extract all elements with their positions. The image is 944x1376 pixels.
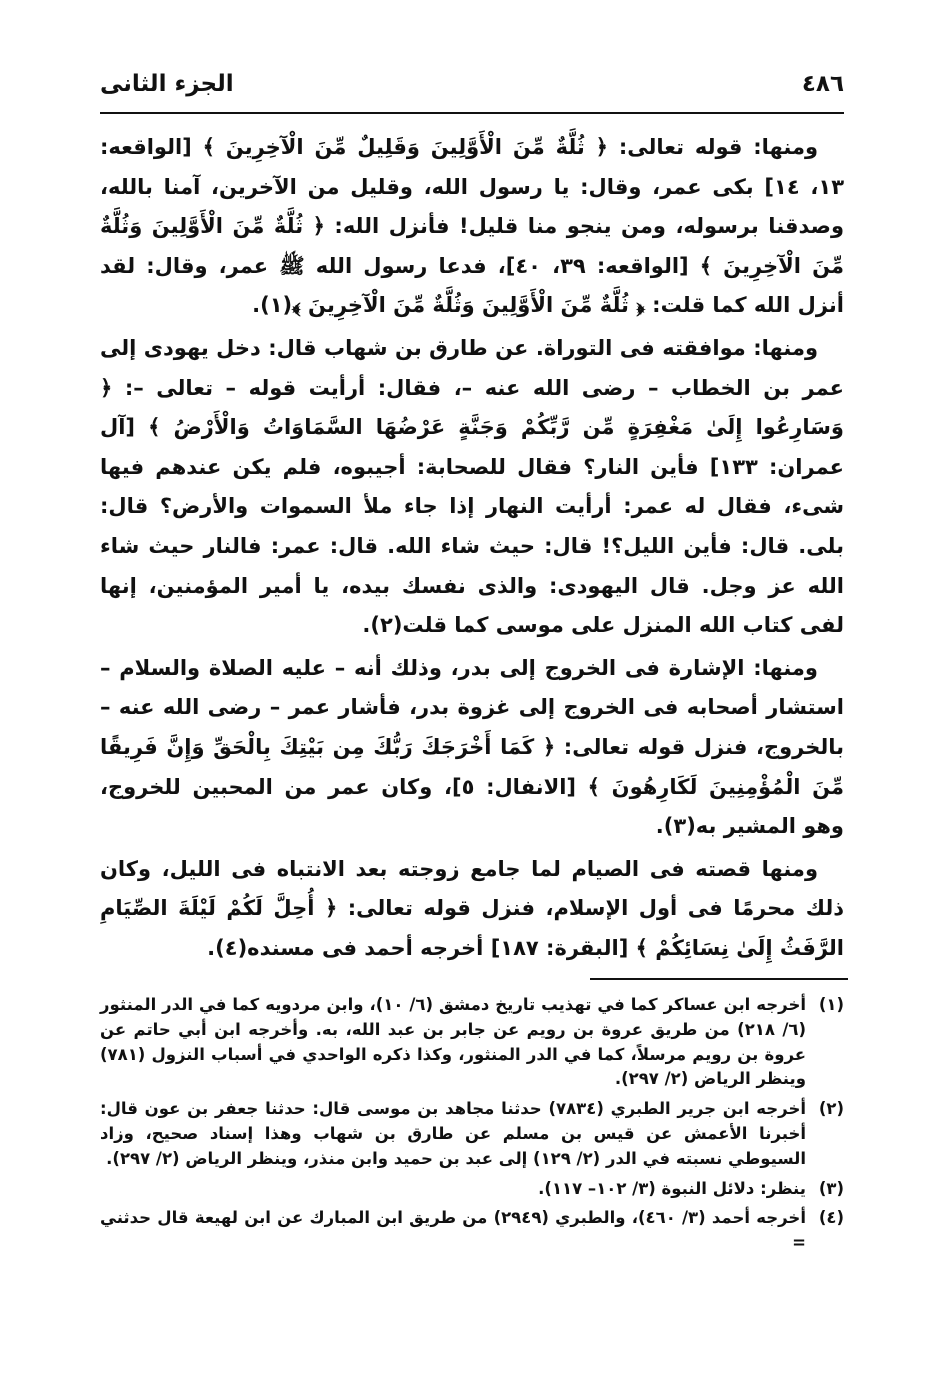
main-text [100, 128, 844, 968]
footnote-3 [100, 1177, 844, 1202]
part-title: الجزء الثانى [100, 71, 234, 97]
footnote-text: أخرجه أحمد (٣/ ٤٦٠)، والطبري (٢٩٤٩) من طريق ابن المبارك عن ابن لهيعة قال حدثني = [100, 1208, 806, 1253]
footnote-1 [100, 993, 844, 1092]
footnote-divider [590, 978, 848, 980]
footnote-number: (٢) [818, 1099, 844, 1119]
footnote-text: ينظر: دلائل النبوة (٣/ ١٠٢– ١١٧). [538, 1178, 806, 1198]
page-header [100, 62, 844, 106]
footnotes [100, 993, 844, 1261]
paragraph-2: ومنها: موافقته فى التوراة. عن طارق بن شهاب قال: دخل يهودى إلى عمر بن الخطاب – رضى الله عنه –، فقال: أرأيت قوله – تعالى –: ﴿ وَسَارِعُوا إِلَىٰ مَغْفِرَةٍ مِّن رَّبِّكُمْ وَجَنَّةٍ عَرْضُهَا السَّمَاوَاتُ وَالْأَرْضُ ﴾ [آل عمران: ١٣٣] فأين النار؟ فقال للصحابة: أجيبوه، فلم يكن عندهم فيها شىء، فقال له عمر: أرأيت النهار إذا جاء ملأ السموات والأرض؟ قال: بلى. قال: فأين الليل؟! قال: حيث شاء الله. قال: عمر: فالنار حيث شاء الله عز وجل. قال اليهودى: والذى نفسك بيده، يا أمير المؤمنين، إنها لفى كتاب الله المنزل على موسى كما قلت(٢). [100, 335, 844, 638]
footnote-text: أخرجه ابن جرير الطبري (٧٨٣٤) حدثنا مجاهد بن موسى قال: حدثنا جعفر بن عون قال: أخبرنا الأعمش عن قيس بن مسلم عن طارق بن شهاب وهذا إسناد صحيح، وزاد السيوطي نسبته في الدر (٢/ ١٢٩) إلى عبد بن حميد وابن منذر، وينظر الرياض (٢/ ٢٩٧). [100, 1099, 806, 1168]
paragraph-4: ومنها قصته فى الصيام لما جامع زوجته بعد الانتباه فى الليل، وكان ذلك محرمًا فى أول الإسلام، فنزل قوله تعالى: ﴿ أُحِلَّ لَكُمْ لَيْلَةَ الصِّيَامِ الرَّفَثُ إِلَىٰ نِسَائِكُمْ ﴾ [البقرة: ١٨٧] أخرجه أحمد فى مسنده(٤). [100, 856, 844, 960]
paragraph-3: ومنها: الإشارة فى الخروج إلى بدر، وذلك أنه – عليه الصلاة والسلام – استشار أصحابه فى الخروج إلى غزوة بدر، فأشار عمر – رضى الله عنه – بالخروج، فنزل قوله تعالى: ﴿ كَمَا أَخْرَجَكَ رَبُّكَ مِن بَيْتِكَ بِالْحَقِّ وَإِنَّ فَرِيقًا مِّنَ الْمُؤْمِنِينَ لَكَارِهُونَ ﴾ [الانفال: ٥]، وكان عمر من المحبين للخروج، وهو المشير به(٣). [100, 655, 844, 839]
page-number: ٤٨٦ [801, 71, 844, 97]
paragraph-1: ومنها: قوله تعالى: ﴿ ثُلَّةٌ مِّنَ الْأَوَّلِينَ وَقَلِيلٌ مِّنَ الْآخِرِينَ ﴾ [الواقعه: ١٣، ١٤] بكى عمر، وقال: يا رسول الله، وقليل من الآخرين، آمنا بالله، وصدقنا برسوله، ومن ينجو منا قليل! فأنزل الله: ﴿ ثُلَّةٌ مِّنَ الْأَوَّلِينَ وَثُلَّةٌ مِّنَ الْآخِرِينَ ﴾ [الواقعه: ٣٩، ٤٠]، فدعا رسول الله ﷺ عمر، وقال: لقد أنزل الله كما قلت: ﴿ ثُلَّةٌ مِّنَ الْأَوَّلِينَ وَثُلَّةٌ مِّنَ الْآخِرِينَ ﴾(١). [100, 135, 845, 318]
footnote-number: (٤) [818, 1208, 844, 1228]
footnote-number: (٣) [818, 1178, 844, 1198]
footnote-number: (١) [818, 995, 844, 1014]
footnote-text: أخرجه ابن عساكر كما في تهذيب تاريخ دمشق (٦/ ١٠)، وابن مردويه كما في الدر المنثور (٦/ ٢١٨) من طريق عروة بن رويم عن جابر بن عبد الله، به. وأخرجه ابن أبي حاتم عن عروة بن رويم مرسلاً، كما في الدر المنثور، وكذا ذكره الواحدي في أسباب النزول (٧٨١) وينظر الرياض (٢/ ٢٩٧). [100, 995, 806, 1089]
header-divider [100, 112, 844, 114]
footnote-2 [100, 1097, 844, 1171]
footnote-4 [100, 1206, 844, 1256]
